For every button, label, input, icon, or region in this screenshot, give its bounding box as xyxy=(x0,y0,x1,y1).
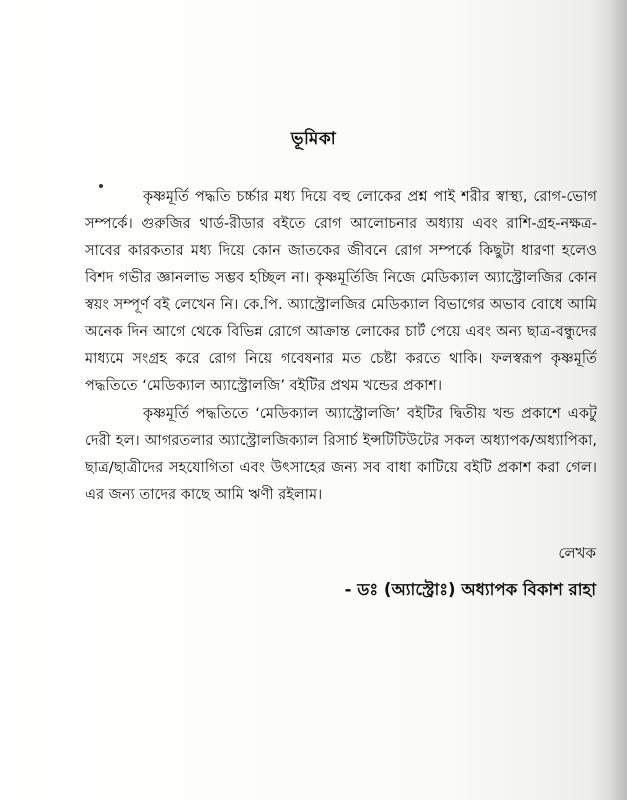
paragraph-2: কৃষ্ণমূর্তি পদ্ধতিতে ‘মেডিক্যাল অ্যাস্ট্রোলজি’ বইটির দ্বিতীয় খন্ড প্রকাশে একটু দেরী হল। আগরতলার অ্যাস্ট্রোলজিক্যাল রিসার্চ ইন্সটিটিউটের সকল অধ্যাপক/অধ্যাপিকা, ছাত্র/ছাত্রীদের সহযোগিতা এবং উৎসাহের জন্য সব বাধা কাটিয়ে বইটি প্রকাশ করা গেল। এর জন্য তাদের কাছে আমি ঋণী রইলাম। xyxy=(85,405,597,503)
page-edge-shadow xyxy=(609,0,627,800)
page-title: ভূমিকা xyxy=(290,129,337,149)
signature-label: লেখক xyxy=(558,544,596,562)
author-signature: - ডঃ (অ্যাস্ট্রোঃ) অধ্যাপক বিকাশ রাহা xyxy=(344,580,596,599)
paragraph-1: কৃষ্ণমূর্তি পদ্ধতি চর্চ্চার মধ্য দিয়ে বহু লোকের প্রশ্ন পাই শরীর স্বাস্থ্য, রোগ-ভোগ সম্পর্কে। গুরুজির থার্ড-রীডার বইতে রোগ আলোচনার অধ্যায় এবং রাশি-গ্রহ-নক্ষত্র-সাবের কারকতার মধ্য দিয়ে কোন জাতকের জীবনে রোগ সম্পর্কে কিছুটা ধারণা হলেও বিশদ গভীর জ্ঞানলাভ সম্ভব হচ্ছিল না। কৃষ্ণমূর্তিজি নিজে মেডিক্যাল অ্যাস্ট্রোলজির কোন স্বয়ং সম্পূর্ণ বই লেখেন নি। কে.পি. অ্যাস্ট্রোলজির মেডিক্যাল বিভাগের অভাব বোধে আমি অনেক দিন আগে থেকে বিভিন্ন রোগে আক্রান্ত লোকের চার্ট পেয়ে এবং অন্য ছাত্র-বন্ধুদের মাধ্যমে সংগ্রহ করে রোগ নিয়ে গবেষনার মত চেষ্টা করতে থাকি। ফলস্বরূপ কৃষ্ণমূর্তি পদ্ধতিতে ‘মেডিক্যাল অ্যাস্ট্রোলজি’ বইটির প্রথম খন্ডের প্রকাশ। xyxy=(85,188,597,394)
